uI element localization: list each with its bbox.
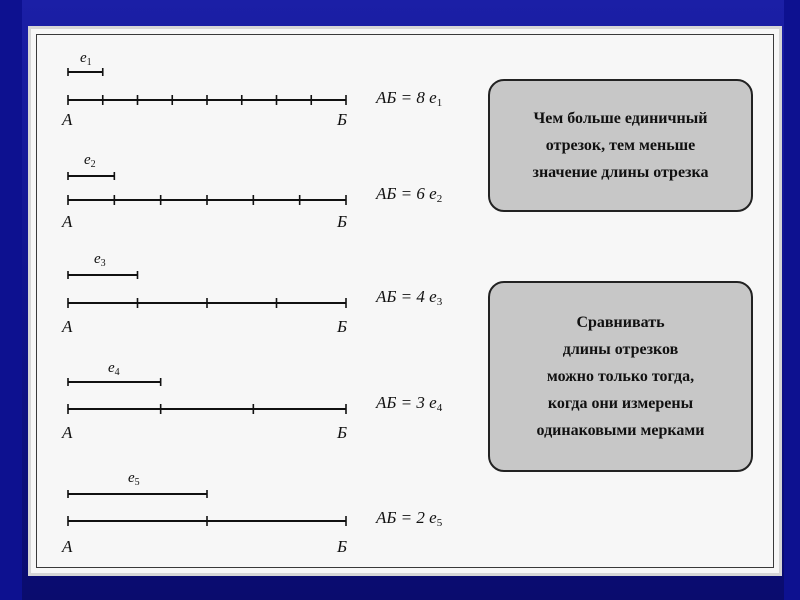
unit-label-3: $е_3$: [94, 251, 106, 269]
point-b-4: Б: [337, 423, 348, 442]
point-b-3: Б: [337, 317, 348, 336]
point-a-3: А: [62, 317, 73, 336]
unit-label-2: $е_2$: [84, 152, 96, 170]
equation-2: АБ = 6 $е_2$: [376, 184, 443, 205]
point-a-1: А: [62, 110, 73, 129]
point-b-5: Б: [337, 537, 348, 556]
equation-4: АБ = 3 $е_4$: [376, 393, 443, 414]
unit-label-5: $е_5$: [128, 470, 140, 488]
point-a-2: А: [62, 212, 73, 231]
callout-unit-size: Чем больше единичный отрезок, тем меньше значение длины отрезка: [488, 79, 753, 212]
unit-label-4: $е_4$: [108, 360, 120, 378]
point-b-2: Б: [337, 212, 348, 231]
unit-label-1: $е_1$: [80, 50, 92, 68]
point-a-5: А: [62, 537, 73, 556]
point-b-1: Б: [337, 110, 348, 129]
point-a-4: А: [62, 423, 73, 442]
equation-3: АБ = 4 $е_3$: [376, 287, 443, 308]
equation-5: АБ = 2 $е_5$: [376, 508, 443, 529]
callout-compare-lengths: Сравнивать длины отрезков можно только тогда, когда они измерены одинаковыми мерками: [488, 281, 753, 472]
equation-1: АБ = 8 $е_1$: [376, 88, 443, 109]
